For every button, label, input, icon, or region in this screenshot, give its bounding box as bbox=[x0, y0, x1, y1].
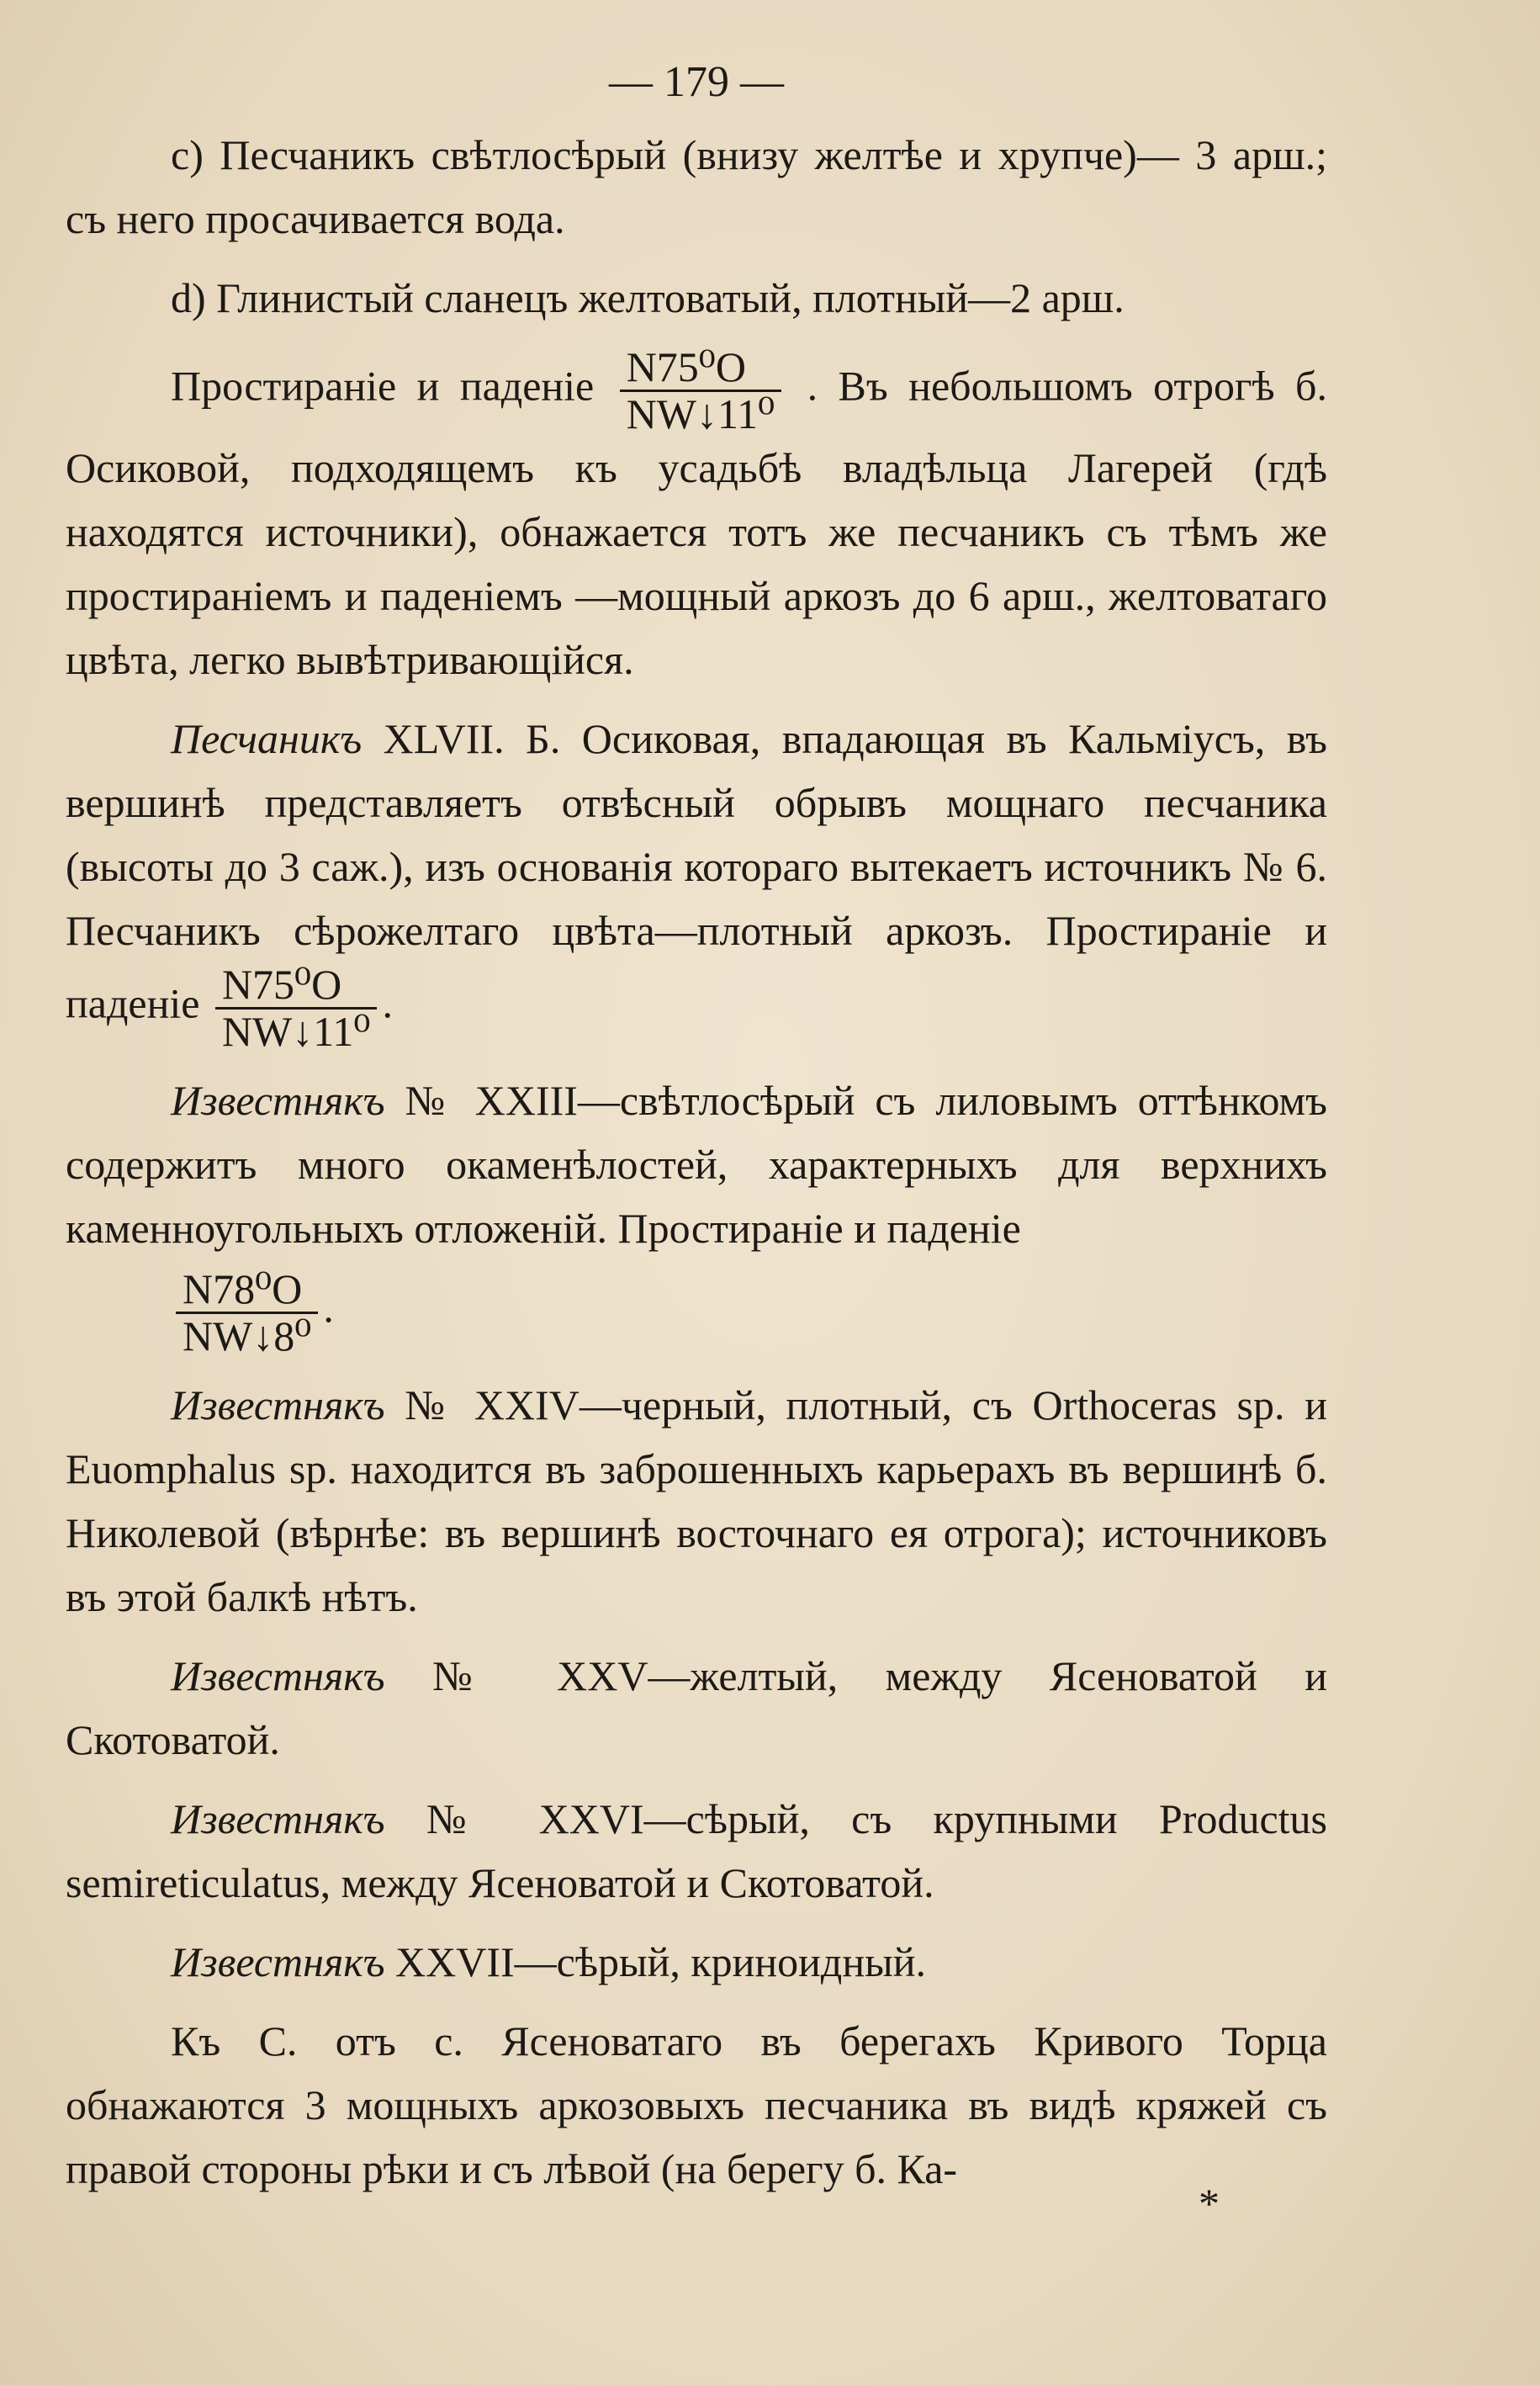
catchword-asterisk: * bbox=[1199, 2180, 1220, 2227]
paragraph-limestone-xxvi bbox=[66, 1787, 1327, 1915]
strike-dip-fraction bbox=[620, 345, 782, 436]
paragraph-text: Простираніе и паденіе bbox=[171, 362, 595, 410]
paragraph-text: № XXIV—черный, плотный, съ Orthoceras sp. и Euomphalus sp. находится въ заброшенныхъ карьерахъ въ вершинѣ б. Николевой (вѣрнѣе: въ вершинѣ восточнаго ея отрога); источниковъ въ этой балкѣ нѣтъ. bbox=[66, 1381, 1327, 1620]
fraction-numerator: N75⁰O bbox=[221, 961, 342, 1008]
paragraph-text: XXVII—сѣрый, криноидный. bbox=[384, 1938, 926, 1985]
paragraph-limestone-xxvii bbox=[66, 1930, 1327, 1994]
paragraph-text: № XXVI—сѣрый, съ крупными Productus semireticulatus, между Ясеноватой и Скотоватой. bbox=[66, 1795, 1327, 1906]
paragraph-text: № XXIII—свѣтлосѣрый съ лиловымъ оттѣнкомъ содержитъ много окаменѣлостей, характерныхъ для верхнихъ каменноугольныхъ отложеній. Простираніе и паденіе bbox=[66, 1077, 1327, 1252]
paragraph-limestone-xxv bbox=[66, 1644, 1327, 1772]
italic-heading: Известнякъ bbox=[171, 1652, 385, 1699]
paragraph-text: № XXV—желтый, между Ясеноватой и Скотоватой. bbox=[66, 1652, 1327, 1763]
paragraph-sandstone-xlvii bbox=[66, 707, 1327, 1053]
italic-heading: Песчаникъ bbox=[171, 715, 363, 762]
paragraph-yasenovatoe: Къ С. отъ с. Ясеноватаго въ берегахъ Кривого Торца обнажаются 3 мощныхъ аркозовыхъ песчаника въ видѣ кряжей съ правой стороны рѣки и съ лѣвой (на берегу б. Ка- bbox=[66, 2017, 1327, 2192]
italic-heading: Известнякъ bbox=[171, 1077, 385, 1124]
italic-heading: Известнякъ bbox=[171, 1381, 385, 1428]
page-text bbox=[66, 50, 1327, 2201]
strike-dip-fraction bbox=[215, 962, 378, 1053]
fraction-numerator: N75⁰O bbox=[626, 343, 746, 390]
italic-heading: Известнякъ bbox=[171, 1938, 385, 1985]
paragraph-limestone-xxiv bbox=[66, 1373, 1327, 1629]
paragraph-limestone-xxiii bbox=[66, 1068, 1327, 1358]
fraction-numerator: N78⁰O bbox=[183, 1265, 303, 1312]
strike-dip-fraction bbox=[176, 1267, 318, 1358]
italic-heading: Известнякъ bbox=[171, 1795, 385, 1842]
page-number: — 179 — bbox=[609, 58, 784, 106]
paragraph-d: d) Глинистый сланецъ желтоватый, плотный—2 арш. bbox=[171, 274, 1125, 321]
fraction-line bbox=[66, 1260, 1327, 1358]
paragraph-text: XLVII. Б. Осиковая, впадающая въ Кальміусъ, въ вершинѣ представляетъ отвѣсный обрывъ мощнаго песчаника (высоты до 3 саж.), изъ основанія котораго вытекаетъ источникъ № 6. Песчаникъ сѣрожелтаго цвѣта—плотный аркозъ. Простираніе и паденіе bbox=[66, 715, 1327, 1027]
paragraph-c: c) Песчаникъ свѣтлосѣрый (внизу желтѣе и хрупче)— 3 арш.; съ него просачивается вода. bbox=[66, 131, 1327, 242]
fraction-denominator: NW↓8⁰ bbox=[176, 1312, 318, 1359]
fraction-denominator: NW↓11⁰ bbox=[215, 1007, 378, 1054]
paragraph-text: . bbox=[323, 1284, 334, 1332]
paragraph-text: . Въ небольшомъ отрогѣ б. Осиковой, подходящемъ къ усадьбѣ владѣльца Лагерей (гдѣ находятся источники), обнажается тотъ же песчаникъ съ тѣмъ же простираніемъ и паденіемъ —мощный аркозъ до 6 арш., желтоватаго цвѣта, легко вывѣтривающійся. bbox=[66, 362, 1327, 683]
fraction-denominator: NW↓11⁰ bbox=[620, 390, 782, 437]
paragraph-strike-dip-1 bbox=[66, 345, 1327, 692]
paragraph-text: . bbox=[382, 979, 393, 1027]
